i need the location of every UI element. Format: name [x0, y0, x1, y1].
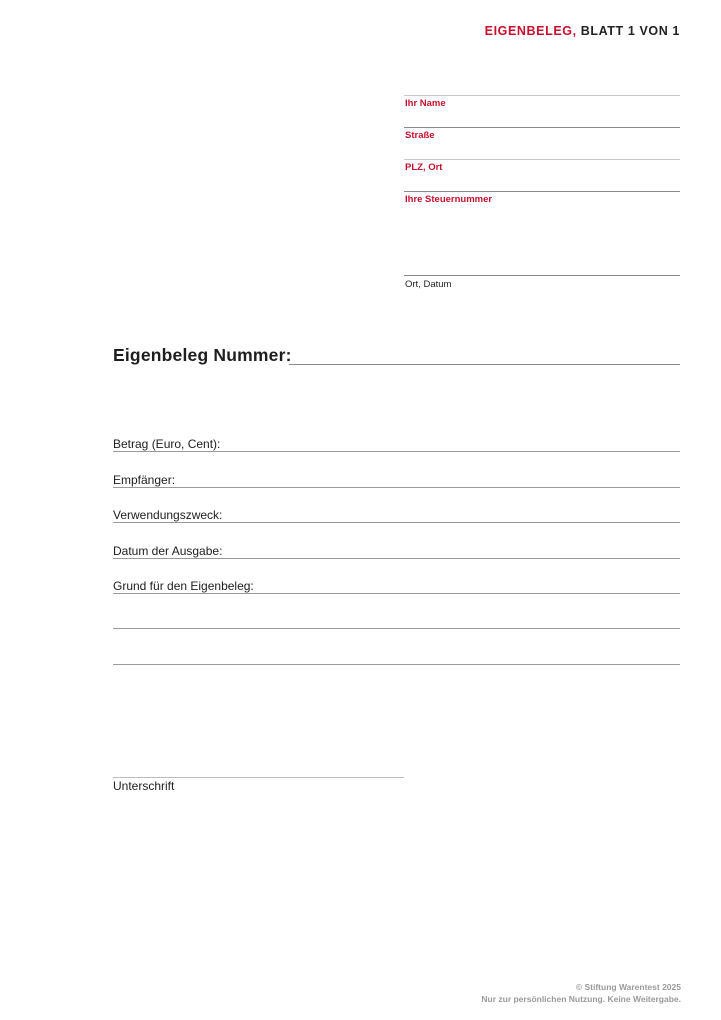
reason-field-line-3[interactable] — [113, 664, 680, 665]
amount-field[interactable] — [113, 451, 680, 452]
zip-city-field[interactable] — [404, 191, 680, 192]
header-document-type: EIGENBELEG, — [484, 24, 577, 38]
footer-copyright: © Stiftung Warentest 2025 — [575, 982, 681, 992]
street-label: Straße — [405, 130, 435, 141]
purpose-label: Verwendungszweck: — [113, 508, 223, 522]
tax-number-label: Ihre Steuernummer — [405, 194, 493, 205]
header-sheet-count: BLATT 1 VON 1 — [576, 24, 680, 38]
place-date-field[interactable] — [404, 275, 680, 276]
receipt-number-title: Eigenbeleg Nummer: — [113, 345, 292, 365]
reason-field-line-2[interactable] — [113, 628, 680, 629]
sheet-header — [485, 24, 680, 38]
expense-date-field[interactable] — [113, 558, 680, 559]
reason-label: Grund für den Eigenbeleg: — [113, 579, 254, 593]
street-field[interactable] — [404, 159, 680, 160]
purpose-field[interactable] — [113, 522, 680, 523]
place-date-label: Ort, Datum — [405, 279, 452, 290]
zip-city-label: PLZ, Ort — [405, 162, 443, 173]
footer-usage-note: Nur zur persönlichen Nutzung. Keine Weitergabe. — [481, 994, 681, 1004]
amount-label: Betrag (Euro, Cent): — [113, 437, 221, 451]
name-field[interactable] — [404, 127, 680, 128]
name-label: Ihr Name — [405, 98, 446, 109]
expense-date-label: Datum der Ausgabe: — [113, 544, 223, 558]
signature-label: Unterschrift — [113, 779, 175, 793]
signature-field[interactable] — [113, 777, 404, 778]
name-line-top — [404, 95, 680, 96]
receipt-number-field[interactable] — [289, 364, 680, 365]
reason-field-line-1[interactable] — [113, 593, 680, 594]
recipient-label: Empfänger: — [113, 473, 176, 487]
recipient-field[interactable] — [113, 487, 680, 488]
